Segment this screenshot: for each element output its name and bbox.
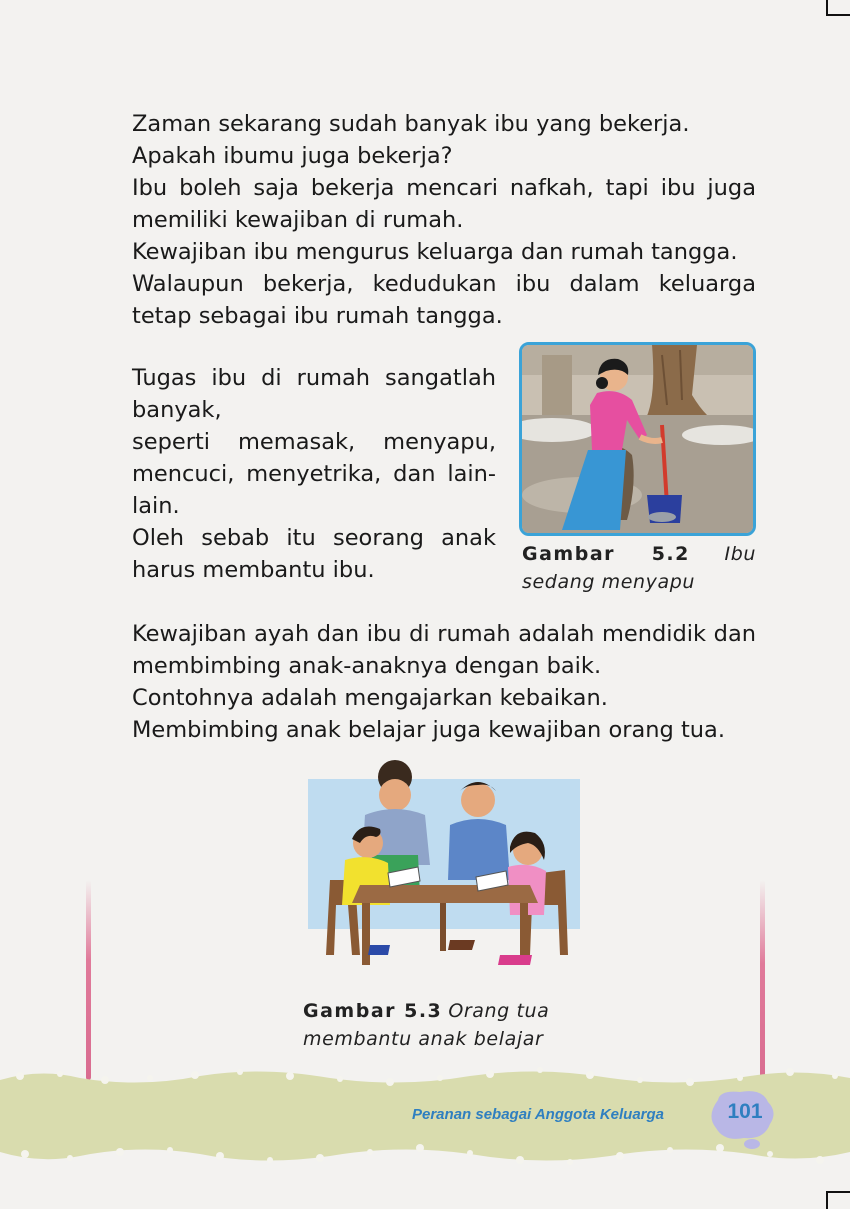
paragraph-line: Ibu boleh saja bekerja mencari nafkah, tapi ibu juga memiliki kewajiban di rumah. [132,175,756,233]
figure-caption-5-3 [303,997,603,1053]
paragraph-line: Kewajiban ibu mengurus keluarga dan rumah tangga. [132,239,738,265]
paragraph-parent-duties [132,618,756,746]
paragraph-line: Contohnya adalah mengajarkan kebaikan. [132,685,608,711]
figure-caption-5-2 [522,540,756,596]
page-number: 101 [727,1100,763,1123]
paragraph-working-mothers [132,108,756,332]
illustration-parents-helping-children [300,755,585,985]
figure-caption-text: Orang tua membantu anak belajar [303,1000,550,1050]
paragraph-line: Tugas ibu di rumah sangatlah banyak, [132,365,496,423]
crop-mark-top-right [826,0,850,16]
paragraph-mother-tasks [132,362,496,586]
paragraph-line: seperti memasak, menyapu, mencuci, menyetrika, dan lain-lain. [132,429,496,519]
paragraph-line: Zaman sekarang sudah banyak ibu yang bekerja. [132,111,690,137]
paragraph-line: Membimbing anak belajar juga kewajiban orang tua. [132,717,725,743]
paragraph-line: Walaupun bekerja, kedudukan ibu dalam keluarga tetap sebagai ibu rumah tangga. [132,271,756,329]
figure-label: Gambar 5.2 [522,543,690,565]
paragraph-line: Oleh sebab itu seorang anak harus membantu ibu. [132,525,496,583]
decorative-line-left [86,880,91,1080]
footer-chapter-title: Peranan sebagai Anggota Keluarga [412,1106,665,1123]
figure-label: Gambar 5.3 [303,1000,443,1022]
illustration-mother-sweeping [519,342,756,536]
crop-mark-bottom-right [826,1191,850,1209]
decorative-line-right [760,880,765,1090]
paragraph-line: Kewajiban ayah dan ibu di rumah adalah mendidik dan membimbing anak-anaknya dengan baik. [132,621,756,679]
figure-caption-text: Ibu sedang menyapu [522,543,756,593]
paragraph-line: Apakah ibumu juga bekerja? [132,143,453,169]
